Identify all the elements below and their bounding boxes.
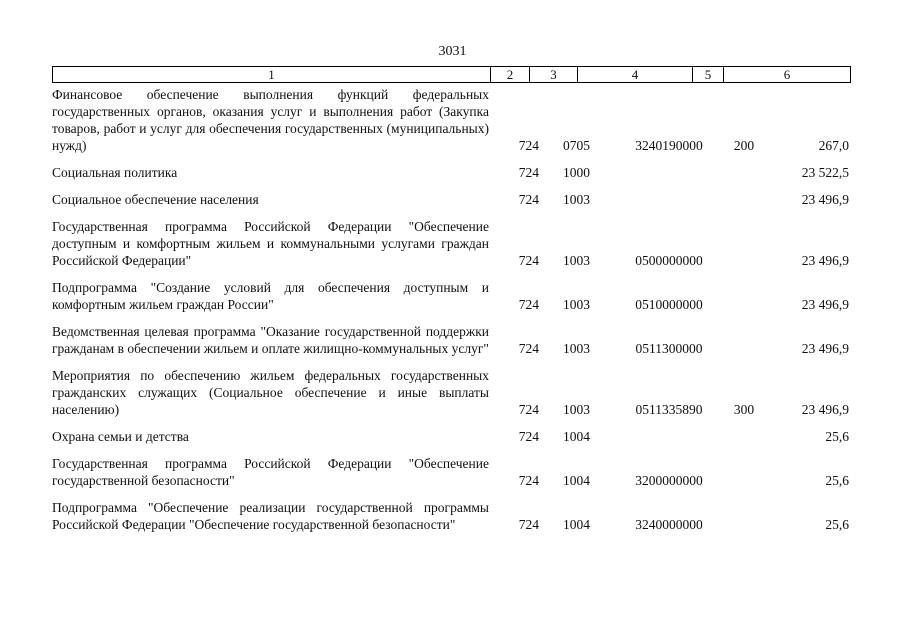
row-code-2: 724 <box>518 429 539 444</box>
row-name: Охрана семьи и детства <box>52 429 189 444</box>
row-code-3: 1004 <box>563 429 590 444</box>
row-amount: 23 496,9 <box>801 297 849 312</box>
table-row <box>52 428 849 445</box>
row-code-3: 1003 <box>563 341 590 356</box>
budget-table-body <box>52 86 849 543</box>
table-row <box>52 86 849 154</box>
row-name: Государственная программа Российской Федерации "Обеспечение государственной безопасности" <box>52 456 489 488</box>
table-row <box>52 367 849 418</box>
header-col-5: 5 <box>693 67 724 83</box>
table-row <box>52 499 849 533</box>
row-code-2: 724 <box>518 402 539 417</box>
table-row <box>52 191 849 208</box>
table-row <box>52 218 849 269</box>
row-code-2: 724 <box>518 517 539 532</box>
column-header-row <box>52 66 851 83</box>
row-code-4: 0510000000 <box>635 297 703 312</box>
row-code-3: 0705 <box>563 138 590 153</box>
row-code-2: 724 <box>518 253 539 268</box>
row-name: Финансовое обеспечение выполнения функций федеральных государственных органов, оказания услуг и выполнения работ (Закупка товаров, работ и услуг для обеспечения государственных (муниципальных) нужд) <box>52 87 489 153</box>
row-name: Ведомственная целевая программа "Оказание государственной поддержки гражданам в обеспечении жильем и оплате жилищно-коммунальных услуг" <box>52 324 489 356</box>
row-name: Мероприятия по обеспечению жильем федеральных государственных гражданских служащих (Социальное обеспечение и иные выплаты населению) <box>52 368 489 417</box>
header-col-2: 2 <box>491 67 530 83</box>
row-name: Социальное обеспечение населения <box>52 192 259 207</box>
row-code-3: 1003 <box>563 402 590 417</box>
row-code-5: 200 <box>733 138 755 153</box>
row-code-2: 724 <box>518 138 539 153</box>
header-col-6: 6 <box>724 67 851 83</box>
page-number: 3031 <box>438 44 467 59</box>
row-amount: 267,0 <box>818 138 849 153</box>
row-amount: 23 496,9 <box>801 253 849 268</box>
row-amount: 23 496,9 <box>801 402 849 417</box>
row-code-4: 0511335890 <box>635 402 703 417</box>
row-code-3: 1003 <box>563 192 590 207</box>
row-code-2: 724 <box>518 473 539 488</box>
row-amount: 25,6 <box>825 429 849 444</box>
row-code-4: 0511300000 <box>635 341 703 356</box>
row-amount: 25,6 <box>825 473 849 488</box>
row-code-4: 3240000000 <box>635 517 703 532</box>
row-name: Социальная политика <box>52 165 178 180</box>
row-amount: 23 496,9 <box>801 192 849 207</box>
row-code-3: 1000 <box>563 165 590 180</box>
table-row <box>52 279 849 313</box>
row-code-3: 1004 <box>563 517 590 532</box>
row-code-2: 724 <box>518 192 539 207</box>
table-row <box>52 164 849 181</box>
row-name: Подпрограмма "Создание условий для обеспечения доступным и комфортным жильем граждан России" <box>52 280 489 312</box>
row-code-4: 3200000000 <box>635 473 703 488</box>
row-name: Подпрограмма "Обеспечение реализации государственной программы Российской Федерации "Обеспечение государственной безопасности" <box>52 500 489 532</box>
row-code-4: 0500000000 <box>635 253 703 268</box>
table-row <box>52 455 849 489</box>
table-row <box>52 323 849 357</box>
header-col-1: 1 <box>53 67 491 83</box>
row-name: Государственная программа Российской Федерации "Обеспечение доступным и комфортным жильем и коммунальными услугами граждан Российской Федерации" <box>52 219 489 268</box>
header-col-4: 4 <box>578 67 693 83</box>
row-amount: 25,6 <box>825 517 849 532</box>
row-amount: 23 496,9 <box>801 341 849 356</box>
row-amount: 23 522,5 <box>801 165 849 180</box>
row-code-3: 1003 <box>563 297 590 312</box>
row-code-2: 724 <box>518 165 539 180</box>
row-code-3: 1003 <box>563 253 590 268</box>
row-code-5: 300 <box>733 402 755 417</box>
row-code-4: 3240190000 <box>635 138 703 153</box>
row-code-2: 724 <box>518 341 539 356</box>
row-code-2: 724 <box>518 297 539 312</box>
row-code-3: 1004 <box>563 473 590 488</box>
header-col-3: 3 <box>530 67 578 83</box>
